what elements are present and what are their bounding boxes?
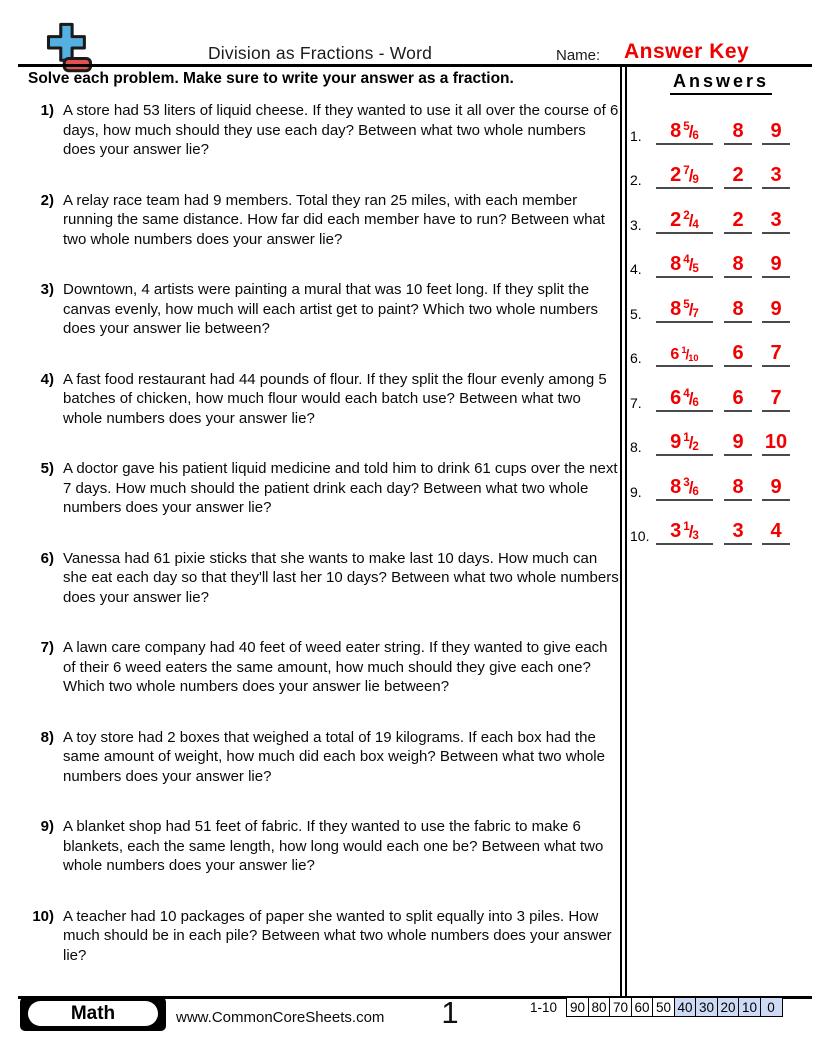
website-text: www.CommonCoreSheets.com [176, 1009, 385, 1026]
fraction-denominator: 4 [692, 217, 699, 231]
problem-item [30, 459, 622, 549]
answer-high: 9 [770, 297, 782, 320]
name-label: Name: [556, 47, 601, 64]
problem-text: A toy store had 2 boxes that weighed a total of 19 kilograms. If each box had the same amount of weight, how much did each box weigh? Between what two whole numbers does your answer lie? [63, 728, 605, 785]
answer-high-blank [762, 165, 790, 189]
answer-low: 8 [732, 475, 744, 498]
fraction-numerator: 3 [683, 475, 690, 489]
problem-text: A store had 53 liters of liquid cheese. If they wanted to use it all over the course of 6 days, how much should they use each day? Between what two whole numbers does your answer lie? [63, 102, 619, 158]
fraction-whole: 8 [670, 475, 682, 498]
answer-number: 9. [630, 483, 642, 500]
answer-low: 8 [732, 119, 744, 142]
answer-number: 4. [630, 261, 642, 277]
answer-row [630, 100, 812, 145]
score-cell: 50 [652, 997, 675, 1017]
problem-number: 8) [40, 728, 54, 746]
answer-fraction [670, 164, 699, 186]
fraction-slash: / [688, 210, 694, 230]
problem-number: 7) [40, 639, 54, 656]
fraction-numerator: 1 [683, 431, 690, 445]
answer-row [630, 278, 812, 323]
problem-number: 5) [40, 460, 54, 477]
answer-high: 3 [770, 208, 782, 231]
answer-row [630, 501, 812, 546]
score-table [566, 997, 783, 1017]
problem-number: 6) [40, 549, 54, 567]
fraction-numerator: 5 [683, 297, 690, 311]
fraction-slash: / [688, 121, 694, 141]
fraction-numerator: 7 [683, 164, 690, 178]
problem-number: 4) [40, 370, 54, 388]
score-cell: 30 [695, 997, 718, 1017]
fraction-whole: 8 [670, 253, 682, 275]
answer-fraction [670, 387, 699, 409]
answer-high-blank [762, 477, 790, 501]
plus-minus-logo-icon [38, 18, 94, 78]
answer-row [630, 412, 812, 457]
fraction-slash: / [688, 299, 694, 319]
header-divider-line [18, 64, 812, 67]
answer-fraction [670, 520, 699, 542]
fraction-numerator: 1 [683, 520, 690, 534]
problem-number: 10) [32, 907, 54, 925]
fraction-denominator: 6 [692, 128, 699, 142]
fraction-whole: 2 [670, 164, 682, 186]
fraction-whole: 8 [670, 297, 682, 320]
answer-high-blank [762, 121, 790, 145]
answer-number: 5. [630, 305, 642, 322]
score-cell: 0 [760, 997, 783, 1017]
fraction-numerator: 1 [681, 345, 687, 356]
fraction-denominator: 6 [692, 484, 699, 498]
problem-text: A lawn care company had 40 feet of weed eater string. If they wanted to give each of their 6 weed eaters the same amount, how much should they give each one? Which two whole numbers does your answer lie between? [63, 639, 608, 695]
answer-fraction-blank [656, 299, 713, 323]
answer-low-blank [724, 165, 752, 189]
answer-low-blank [724, 210, 752, 234]
fraction-slash: / [688, 433, 694, 452]
problems-list [30, 101, 622, 996]
fraction-slash: / [688, 388, 694, 408]
answer-high: 4 [770, 520, 782, 542]
page-title: Division as Fractions - Word [207, 43, 433, 63]
answer-low-blank [724, 388, 752, 412]
answer-high: 9 [770, 475, 782, 498]
problem-item [30, 907, 622, 997]
fraction-denominator: 7 [692, 306, 699, 320]
problem-item [30, 280, 622, 370]
answer-fraction [670, 120, 699, 142]
answer-high-blank [762, 254, 790, 278]
problem-text: A relay race team had 9 members. Total they ran 25 miles, with each member running the same distance. How far did each member have to run? Between what two whole numbers does your answer lie? [63, 191, 605, 248]
answer-row [630, 456, 812, 501]
answer-high: 7 [770, 386, 782, 409]
answer-high-blank [762, 210, 790, 234]
problem-text: A blanket shop had 51 feet of fabric. If they wanted to use the fabric to make 6 blankets, each the same length, how long would each one be? Between what two whole numbers does your answer lie? [63, 818, 604, 874]
answer-low: 2 [732, 208, 744, 231]
fraction-numerator: 4 [683, 253, 690, 267]
score-cell: 10 [738, 997, 761, 1017]
answers-panel-header [630, 71, 812, 95]
answer-low: 8 [732, 253, 744, 275]
answer-number: 8. [630, 439, 642, 455]
fraction-whole: 6 [670, 346, 680, 363]
problem-item [30, 817, 622, 907]
answer-low-blank [724, 477, 752, 501]
answer-row [630, 189, 812, 234]
answer-fraction [670, 253, 699, 275]
fraction-numerator: 4 [683, 386, 690, 400]
answer-high-blank [762, 299, 790, 323]
answer-number: 6. [630, 350, 642, 366]
problem-number: 1) [40, 102, 54, 119]
fraction-denominator: 10 [688, 352, 699, 363]
problem-item [30, 191, 622, 281]
answer-low-blank [724, 432, 752, 456]
answer-row [630, 145, 812, 190]
answer-fraction [670, 209, 699, 231]
problem-text: A fast food restaurant had 44 pounds of flour. If they split the flour evenly among 5 batches of chicken, how much flour would each batch use? Between what two whole numbers does your answer lie? [63, 370, 607, 427]
answer-fraction [670, 476, 699, 498]
fraction-denominator: 2 [692, 440, 699, 454]
answer-low-blank [724, 521, 752, 545]
score-cell: 60 [631, 997, 654, 1017]
answer-fraction-blank [656, 388, 713, 412]
answer-low-blank [724, 343, 752, 367]
fraction-slash: / [685, 347, 690, 362]
answer-low-blank [724, 299, 752, 323]
answers-title: Answers [670, 71, 772, 95]
answer-fraction-blank [656, 210, 713, 234]
fraction-denominator: 9 [692, 173, 699, 187]
score-range-label: 1-10 [530, 1000, 558, 1015]
fraction-denominator: 6 [692, 395, 699, 409]
answer-number: 1. [630, 127, 642, 144]
answer-low: 6 [732, 342, 744, 364]
answer-high: 10 [764, 431, 788, 453]
fraction-denominator: 3 [692, 529, 699, 543]
answers-list [630, 100, 812, 545]
problem-item [30, 728, 622, 818]
answer-low: 9 [732, 431, 744, 453]
answer-fraction-blank [656, 254, 713, 278]
answer-number: 7. [630, 394, 642, 411]
answer-number: 10. [630, 528, 650, 544]
fraction-slash: / [688, 477, 694, 497]
score-cell: 80 [588, 997, 611, 1017]
score-cell: 40 [674, 997, 697, 1017]
problem-number: 9) [40, 818, 54, 835]
problem-number: 2) [40, 191, 54, 209]
answer-low: 8 [732, 297, 744, 320]
answer-high: 9 [770, 119, 782, 142]
fraction-slash: / [688, 522, 694, 541]
answer-high-blank [762, 432, 790, 456]
problem-item [30, 370, 622, 460]
fraction-whole: 3 [670, 520, 682, 542]
answer-high: 9 [770, 253, 782, 275]
problem-text: Vanessa had 61 pixie sticks that she wants to make last 10 days. How much can she eat each day so that they'll last her 10 days? Between what two whole numbers does your answer lie? [63, 549, 619, 606]
subject-badge-label: Math [28, 1001, 158, 1026]
fraction-numerator: 2 [683, 208, 690, 222]
problem-item [30, 638, 622, 728]
problem-number: 3) [40, 281, 54, 298]
answer-fraction-blank [656, 346, 713, 367]
answer-row [630, 323, 812, 368]
answer-low-blank [724, 121, 752, 145]
answer-fraction [670, 346, 698, 363]
fraction-whole: 9 [670, 431, 682, 453]
fraction-slash: / [688, 255, 694, 274]
fraction-numerator: 5 [683, 119, 690, 133]
answer-row [630, 234, 812, 279]
problem-text: Downtown, 4 artists were painting a mural that was 10 feet long. If they split the canvas evenly, how much will each artist get to paint? Which two whole numbers does your answer lie between? [63, 281, 598, 337]
answer-fraction-blank [656, 477, 713, 501]
answer-high-blank [762, 388, 790, 412]
answer-low-blank [724, 254, 752, 278]
instructions-text: Solve each problem. Make sure to write your answer as a fraction. [28, 70, 514, 87]
page-number: 1 [441, 995, 459, 1030]
answer-fraction [670, 298, 699, 320]
answer-fraction-blank [656, 521, 713, 545]
problem-text: A teacher had 10 packages of paper she wanted to split equally into 3 piles. How much should be in each pile? Between what two whole numbers does your answer lie? [63, 907, 612, 964]
fraction-whole: 6 [670, 386, 682, 409]
fraction-whole: 8 [670, 119, 682, 142]
answer-high-blank [762, 343, 790, 367]
score-cell: 90 [566, 997, 589, 1017]
subject-badge [20, 997, 166, 1031]
problem-item [30, 101, 622, 191]
problem-text: A doctor gave his patient liquid medicine and told him to drink 61 cups over the next 7 days. How much should the patient drink each day? Between what two whole numbers does your answer lie? [63, 460, 618, 516]
answer-fraction-blank [656, 121, 713, 145]
score-cell: 20 [717, 997, 740, 1017]
answer-high: 7 [770, 342, 782, 364]
answer-fraction-blank [656, 432, 713, 456]
answer-high: 3 [770, 164, 782, 186]
answer-fraction [670, 431, 699, 453]
fraction-denominator: 5 [692, 262, 699, 276]
answer-number: 2. [630, 172, 642, 188]
problem-item [30, 549, 622, 639]
answer-low: 3 [732, 520, 744, 542]
fraction-whole: 2 [670, 208, 682, 231]
answer-key-label: Answer Key [624, 40, 750, 63]
answer-low: 2 [732, 164, 744, 186]
fraction-slash: / [688, 166, 694, 185]
answer-number: 3. [630, 216, 642, 233]
answer-fraction-blank [656, 165, 713, 189]
score-cell: 70 [609, 997, 632, 1017]
answer-high-blank [762, 521, 790, 545]
answer-low: 6 [732, 386, 744, 409]
answer-row [630, 367, 812, 412]
